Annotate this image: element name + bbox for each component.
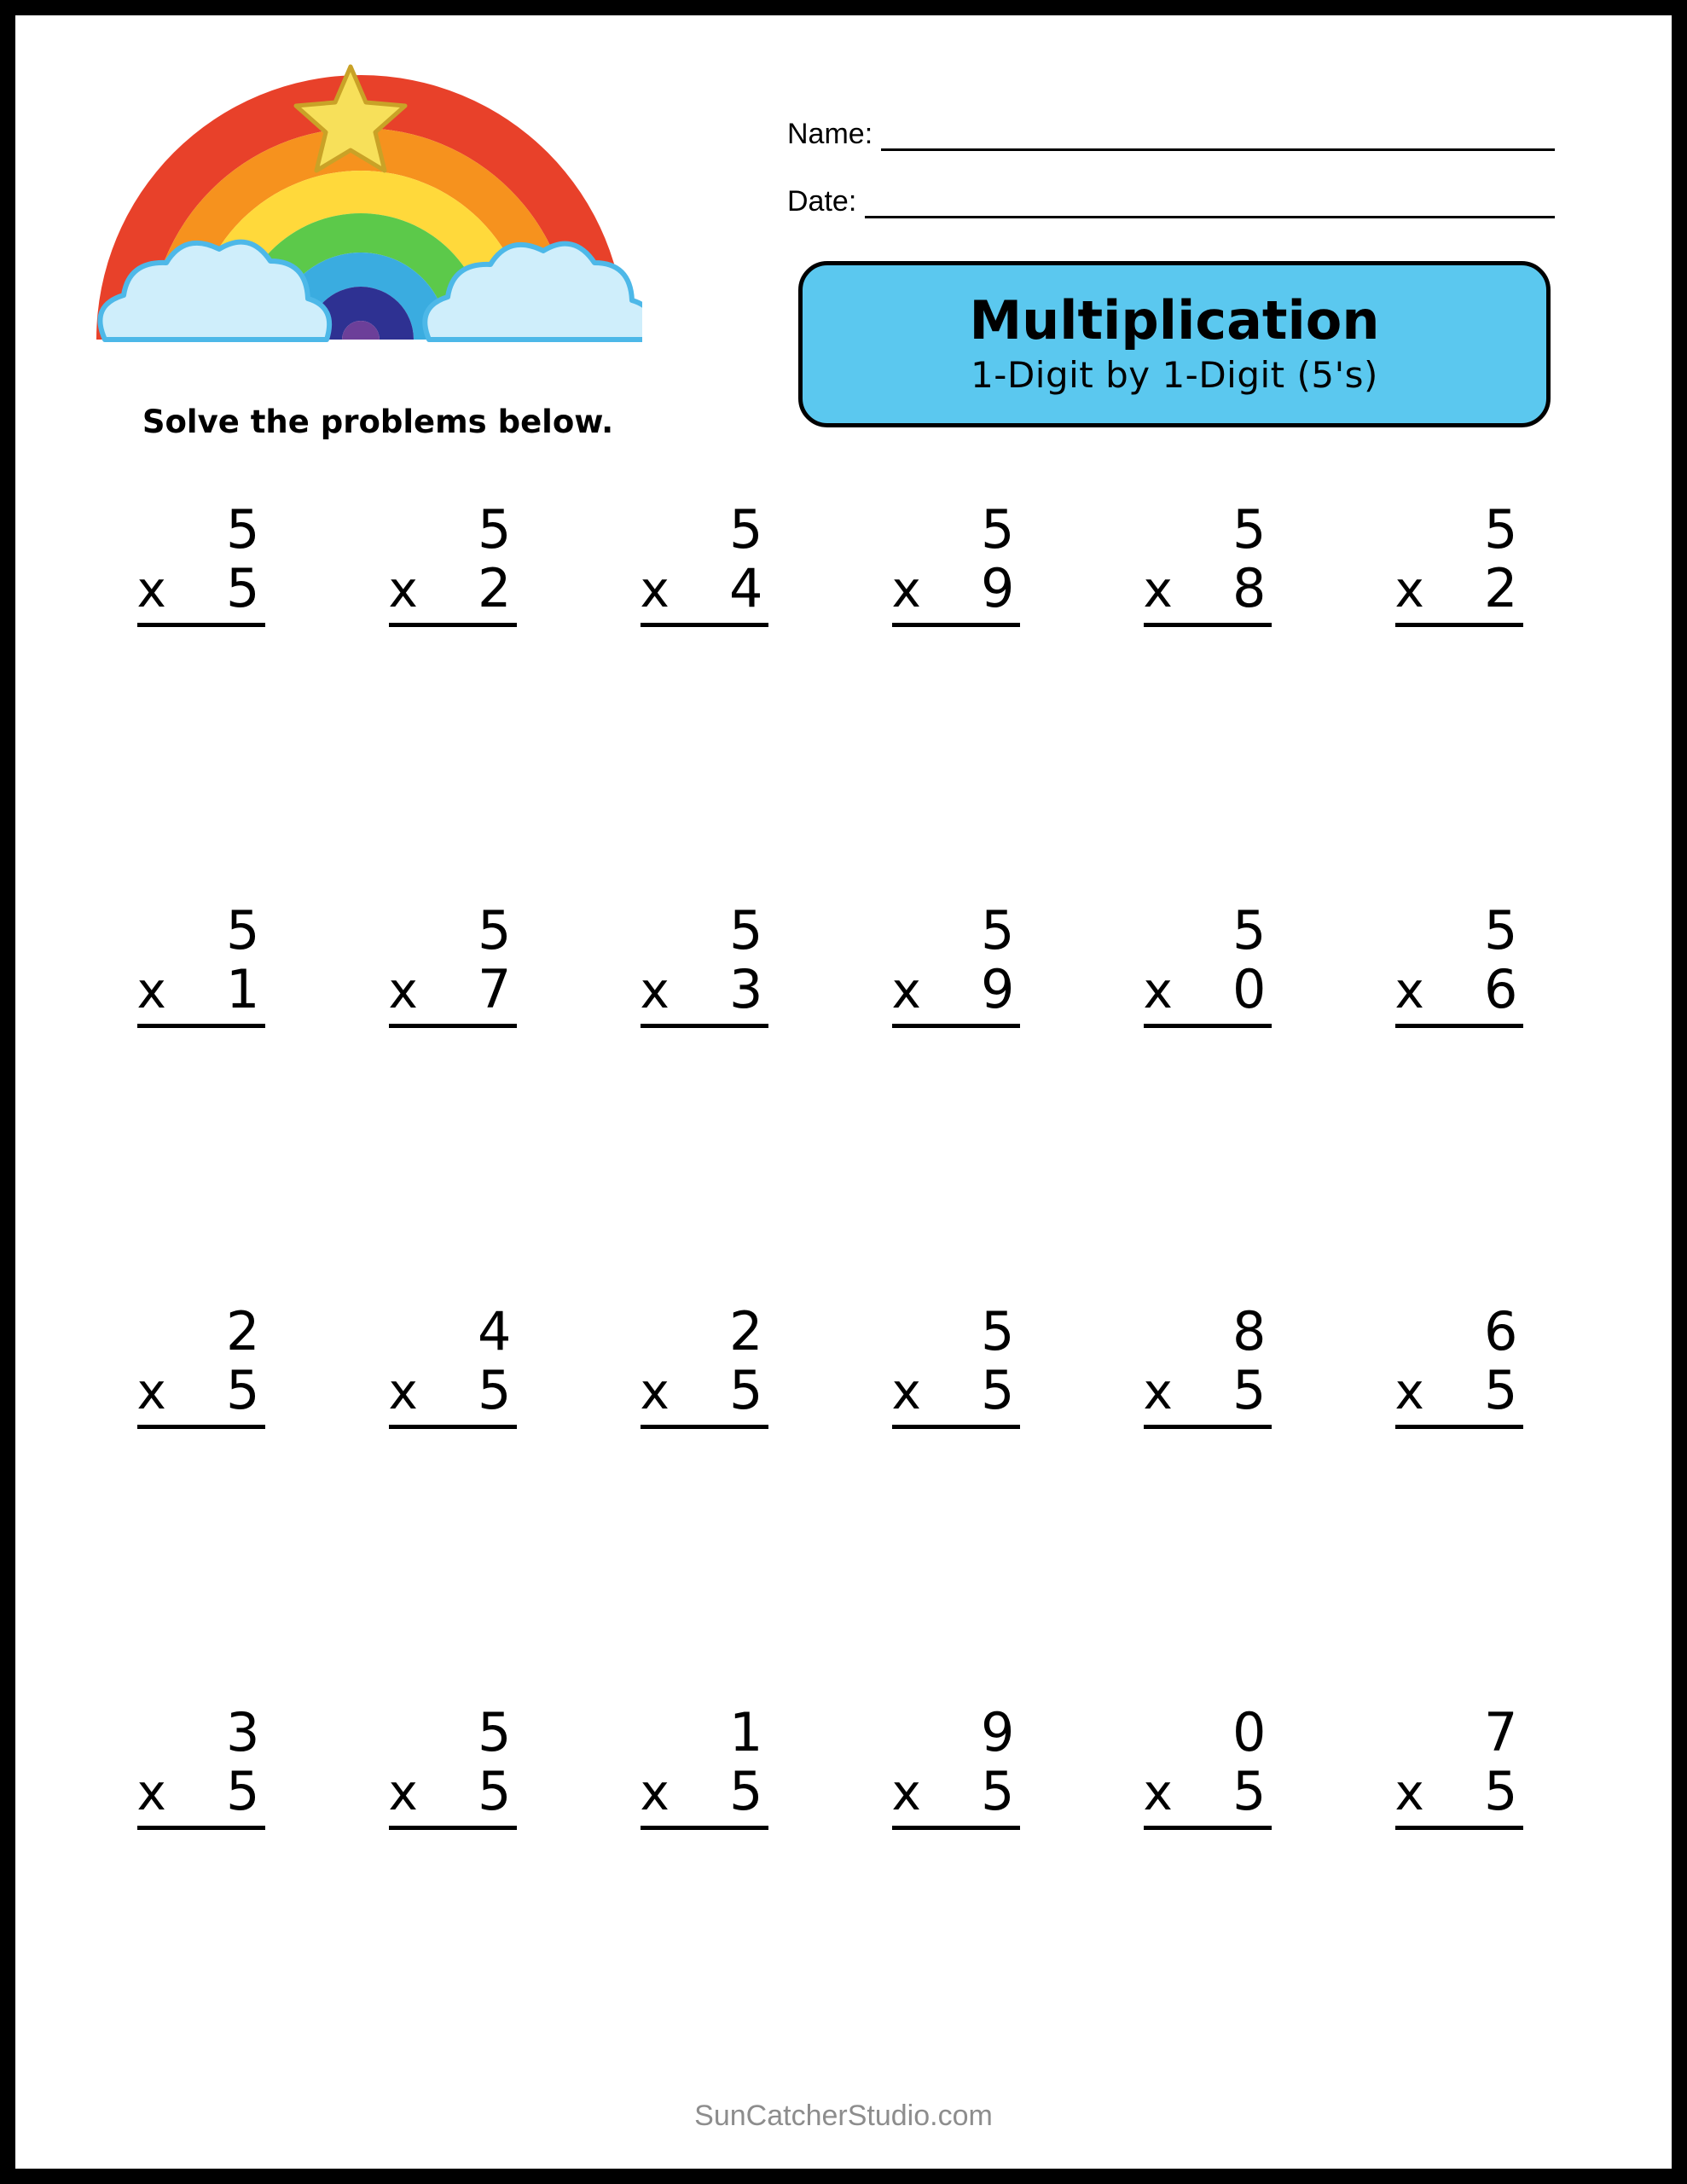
name-field-row [787,118,1555,151]
name-input-line[interactable] [881,119,1555,151]
problem-operator: x [136,1362,166,1421]
problem-item [1333,899,1585,1304]
problem-operand-top: 5 [981,899,1015,961]
problem-operand-bottom: 5 [1232,1359,1267,1422]
problem-body [891,899,1020,1130]
name-label: Name: [787,118,873,150]
problem-operand-bottom: 5 [1232,1760,1267,1823]
problem-body [1143,1701,1272,1932]
problem-operand-top: 4 [478,1300,512,1362]
problem-operand-row [1395,557,1523,627]
problem-body [136,498,265,729]
problem-operand-row [137,1760,265,1830]
problem-answer-space[interactable] [1144,1429,1272,1531]
problem-operand-row [641,1359,768,1429]
problem-operand-top: 8 [1232,1300,1267,1362]
problem-item [1081,498,1333,903]
problem-operator: x [136,961,166,1020]
problem-item [830,1701,1081,2106]
problem-operand-row [892,1760,1020,1830]
instruction-text: Solve the problems below. [142,404,614,440]
problem-operand-row [641,958,768,1028]
problem-item [578,1300,830,1705]
footer-credit: SunCatcherStudio.com [694,2100,993,2132]
problem-operand-top: 5 [981,1300,1015,1362]
problem-operand-row [892,958,1020,1028]
problem-answer-space[interactable] [641,1028,768,1130]
problem-body [388,899,517,1130]
problem-answer-space[interactable] [137,1830,265,1932]
problem-operator: x [1143,561,1173,619]
problem-operand-bottom: 5 [981,1760,1015,1823]
problem-operand-row [389,557,517,627]
problem-body [640,899,768,1130]
problem-operand-row [1395,958,1523,1028]
problem-operand-top: 5 [729,498,763,561]
problem-operand-top: 2 [729,1300,763,1362]
problem-body [136,1300,265,1531]
problem-operand-top: 9 [981,1701,1015,1763]
problem-operand-row [137,958,265,1028]
problem-operand-row [1395,1359,1523,1429]
problem-item [830,899,1081,1304]
problem-operand-row [389,958,517,1028]
date-field-row [787,185,1555,218]
problem-operand-top: 5 [1484,899,1518,961]
problem-operator: x [640,961,670,1020]
title-banner [798,261,1551,427]
problem-item [1081,899,1333,1304]
problem-operand-row [137,1359,265,1429]
problem-operator: x [640,1763,670,1822]
problem-item [327,899,578,1304]
problem-operator: x [891,1763,921,1822]
problem-operand-bottom: 7 [478,958,512,1021]
problem-operand-bottom: 0 [1232,958,1267,1021]
problem-body [1394,498,1523,729]
problem-operand-row [1144,1760,1272,1830]
problem-operand-bottom: 9 [981,557,1015,620]
problem-item [327,498,578,903]
problem-operator: x [136,1763,166,1822]
problem-operand-bottom: 5 [729,1760,763,1823]
problem-body [891,498,1020,729]
problem-operand-top: 5 [478,1701,512,1763]
problem-operand-top: 5 [981,498,1015,561]
problem-item [830,1300,1081,1705]
problem-answer-space[interactable] [1395,1028,1523,1130]
problem-operand-top: 5 [729,899,763,961]
problem-operand-top: 5 [478,498,512,561]
problem-operand-row [1395,1760,1523,1830]
title-subtitle: 1-Digit by 1-Digit (5's) [971,353,1378,396]
problem-answer-space[interactable] [1144,1830,1272,1932]
worksheet-header [15,15,1672,459]
problem-operator: x [388,1362,418,1421]
problem-operand-top: 2 [226,1300,260,1362]
rainbow-icon [79,58,642,399]
problem-body [1143,1300,1272,1531]
problem-answer-space[interactable] [137,627,265,729]
problem-body [640,1701,768,1932]
problem-operand-top: 5 [226,498,260,561]
problem-operand-top: 7 [1484,1701,1518,1763]
problem-answer-space[interactable] [389,627,517,729]
problem-answer-space[interactable] [892,627,1020,729]
problem-body [1143,498,1272,729]
problem-operand-bottom: 5 [729,1359,763,1422]
problem-operator: x [388,1763,418,1822]
problem-body [1143,899,1272,1130]
problem-operand-top: 5 [1232,498,1267,561]
problem-item [75,1701,327,2106]
problem-operand-row [137,557,265,627]
problem-answer-space[interactable] [641,1429,768,1531]
problem-item [830,498,1081,903]
problem-item [75,899,327,1304]
problem-operator: x [1143,1763,1173,1822]
problem-body [891,1701,1020,1932]
problem-item [1333,1300,1585,1705]
problem-answer-space[interactable] [1395,1429,1523,1531]
name-date-block [787,118,1555,253]
problem-answer-space[interactable] [892,1028,1020,1130]
problem-operator: x [1143,961,1173,1020]
problem-operator: x [388,561,418,619]
problem-answer-space[interactable] [137,1429,265,1531]
problem-operand-bottom: 6 [1484,958,1518,1021]
problem-body [1394,899,1523,1130]
problem-operator: x [891,561,921,619]
problem-item [1333,498,1585,903]
problem-answer-space[interactable] [389,1429,517,1531]
problem-answer-space[interactable] [892,1830,1020,1932]
problem-operand-bottom: 3 [729,958,763,1021]
problem-operand-row [1144,557,1272,627]
problem-operand-row [641,1760,768,1830]
problem-operand-bottom: 5 [226,557,260,620]
problem-operand-bottom: 5 [478,1359,512,1422]
problem-item [327,1701,578,2106]
problem-operand-bottom: 5 [478,1760,512,1823]
problem-answer-space[interactable] [389,1830,517,1932]
problem-answer-space[interactable] [892,1429,1020,1531]
problem-operand-row [389,1359,517,1429]
problem-item [578,498,830,903]
problem-operand-top: 5 [226,899,260,961]
worksheet-sheet [15,15,1672,2169]
problem-operand-row [1144,958,1272,1028]
problem-item [578,1701,830,2106]
problem-item [327,1300,578,1705]
problem-operand-top: 1 [729,1701,763,1763]
problem-operand-bottom: 5 [981,1359,1015,1422]
problem-body [640,1300,768,1531]
date-label: Date: [787,185,857,218]
problem-operator: x [1394,961,1424,1020]
problem-answer-space[interactable] [1395,627,1523,729]
problem-answer-space[interactable] [641,627,768,729]
problem-body [1394,1300,1523,1531]
problem-operand-bottom: 8 [1232,557,1267,620]
problem-operand-row [892,1359,1020,1429]
problem-body [640,498,768,729]
date-input-line[interactable] [865,187,1555,218]
problem-operand-bottom: 5 [1484,1760,1518,1823]
problem-operand-row [641,557,768,627]
problem-item [75,1300,327,1705]
problem-operand-row [892,557,1020,627]
problem-operator: x [891,961,921,1020]
problem-item [75,498,327,903]
problem-body [891,1300,1020,1531]
problem-body [388,1701,517,1932]
problem-operand-bottom: 1 [226,958,260,1021]
problem-operator: x [136,561,166,619]
problem-body [388,1300,517,1531]
problem-answer-space[interactable] [137,1028,265,1130]
problem-operator: x [1394,561,1424,619]
problem-operand-top: 3 [226,1701,260,1763]
problem-operand-top: 5 [478,899,512,961]
problem-operand-bottom: 5 [1484,1359,1518,1422]
problem-answer-space[interactable] [1395,1830,1523,1932]
problem-operand-bottom: 5 [226,1760,260,1823]
problem-answer-space[interactable] [389,1028,517,1130]
problem-operand-top: 0 [1232,1701,1267,1763]
problem-operator: x [891,1362,921,1421]
problem-operator: x [1143,1362,1173,1421]
problem-operator: x [640,1362,670,1421]
problem-item [578,899,830,1304]
problem-answer-space[interactable] [641,1830,768,1932]
problem-operator: x [1394,1763,1424,1822]
problem-answer-space[interactable] [1144,627,1272,729]
problem-operand-top: 5 [1484,498,1518,561]
problem-body [136,1701,265,1932]
problem-operand-top: 6 [1484,1300,1518,1362]
problem-operand-bottom: 4 [729,557,763,620]
problem-operand-top: 5 [1232,899,1267,961]
problem-body [1394,1701,1523,1932]
problem-operator: x [388,961,418,1020]
problem-operand-bottom: 2 [478,557,512,620]
problem-operand-row [1144,1359,1272,1429]
problem-operator: x [1394,1362,1424,1421]
problem-grid [75,498,1585,2106]
title-main: Multiplication [969,289,1380,352]
problem-item [1333,1701,1585,2106]
problem-body [136,899,265,1130]
problem-operand-bottom: 5 [226,1359,260,1422]
problem-answer-space[interactable] [1144,1028,1272,1130]
problem-body [388,498,517,729]
problem-item [1081,1300,1333,1705]
problem-operand-row [389,1760,517,1830]
problem-operand-bottom: 9 [981,958,1015,1021]
problem-item [1081,1701,1333,2106]
problem-operator: x [640,561,670,619]
problem-operand-bottom: 2 [1484,557,1518,620]
